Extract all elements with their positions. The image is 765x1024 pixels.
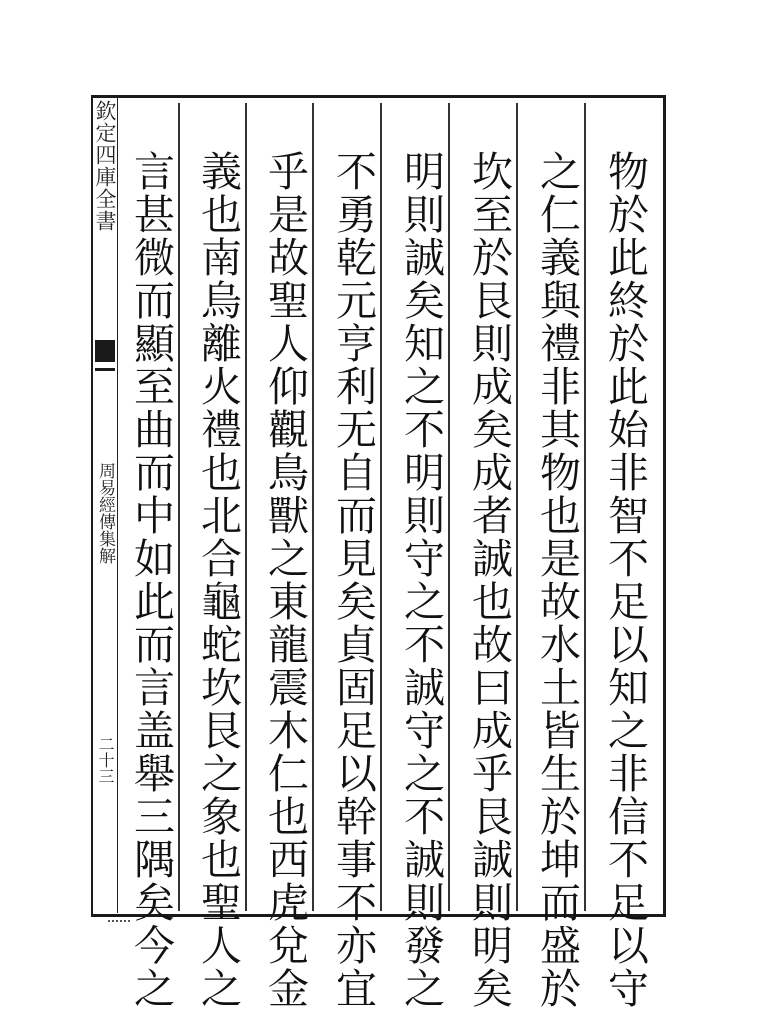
text-column-8: 言甚微而顯至曲而中如此而言盖舉三隅矣今之	[127, 150, 175, 1010]
text-column-5: 不勇乾元亨利无自而見矣貞固足以幹事不亦宜	[329, 150, 377, 1010]
fish-tail-mark	[95, 340, 115, 362]
fish-tail-line	[95, 368, 115, 371]
text-column-4: 明則誠矣知之不明則守之不誠守之不誠則發之	[397, 150, 445, 1010]
text-column-1: 物於此終於此始非智不足以知之非信不足以守	[601, 150, 649, 1010]
text-column-6: 乎是故聖人仰觀鳥獸之東龍震木仁也西虎兌金	[261, 150, 309, 1010]
text-column-3: 坎至於艮則成矣成者誠也故曰成乎艮誠則明矣	[465, 150, 513, 1010]
margin-book-title: 欽定四庫全書	[93, 100, 117, 232]
margin-page-number: 二十三	[96, 736, 115, 784]
text-column-7: 義也南烏離火禮也北合龜蛇坎艮之象也聖人之	[194, 150, 242, 1010]
margin-chapter-title: 周易經傳集解	[95, 462, 115, 564]
footer-mark	[108, 920, 130, 926]
text-column-2: 之仁義與禮非其物也是故水土皆生於坤而盛於	[533, 150, 581, 1010]
